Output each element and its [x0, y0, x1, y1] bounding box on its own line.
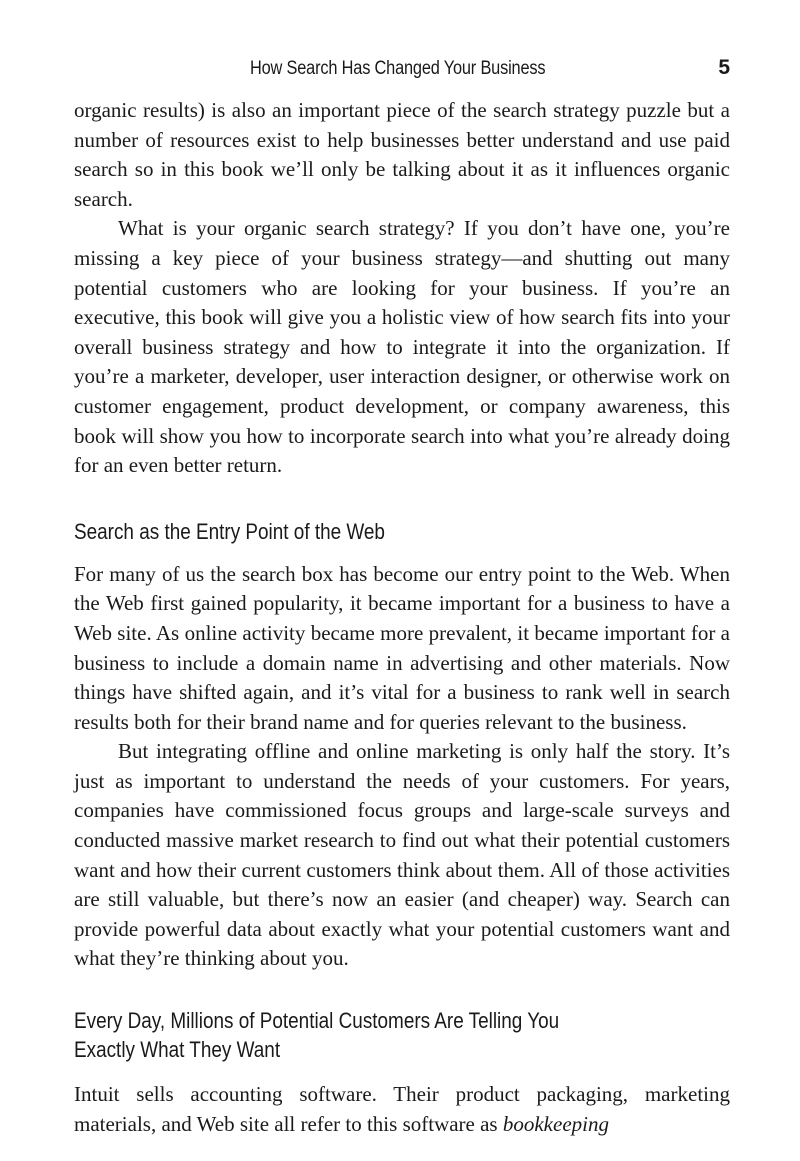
section-heading-millions [74, 1006, 730, 1064]
entry-point-paragraph-1: For many of us the search box has become our entry point to the Web. When the Web first gained popularity, it became important for a business to have a Web site. As online activity became more prevalent, it became important for a business to include a domain name in advertising and other materials. Now things have shifted again, and it’s vital for a business to rank well in search results both for their brand name and for queries relevant to the business. [74, 561, 730, 734]
book-page [74, 54, 730, 1139]
section-heading-entry-point: Search as the Entry Point of the Web [74, 518, 385, 544]
millions-paragraph-1 [74, 1080, 730, 1139]
intro-paragraph-2: What is your organic search strategy? If you don’t have one, you’re missing a key piece of your business strategy—and shutting out many potential customers who are looking for your business. If you’re an executive, this book will give you a holistic view of how search fits into your overall business strategy and how to integrate it into the organization. If you’re a marketer, developer, user interaction designer, or otherwise work on customer engagement, product development, or company awareness, this book will show you how to incorporate search into what you’re already doing for an even better return. [74, 216, 730, 478]
entry-point-paragraph-2: But integrating offline and online marketing is only half the story. It’s just as important to understand the needs of your customers. For years, companies have commissioned focus groups and large-scale surveys and conducted massive market research to find out what their potential customers want and how their current customers think about them. All of those activities are still valuable, but there’s now an easier (and cheaper) way. Search can provide powerful data about exactly what your potential customers want and what they’re thinking about you. [74, 739, 730, 971]
section-heading-millions-line-2: Exactly What They Want [74, 1037, 281, 1063]
millions-paragraph-1-text: Intuit sells accounting software. Their product packaging, marketing materials, and Web site all refer to this software as [74, 1082, 730, 1136]
page-number: 5 [718, 56, 730, 79]
intro-paragraph-1: organic results) is also an important piece of the search strategy puzzle but a number of resources exist to help businesses better understand and use paid search so in this book we’ll only be talking about it as it influences organic search. [74, 98, 730, 211]
millions-paragraph-1-italic: bookkeeping [502, 1111, 609, 1136]
running-title: How Search Has Changed Your Business [250, 58, 546, 79]
running-header [74, 54, 730, 86]
section-heading-millions-line-1: Every Day, Millions of Potential Customers Are Telling You [74, 1008, 560, 1034]
